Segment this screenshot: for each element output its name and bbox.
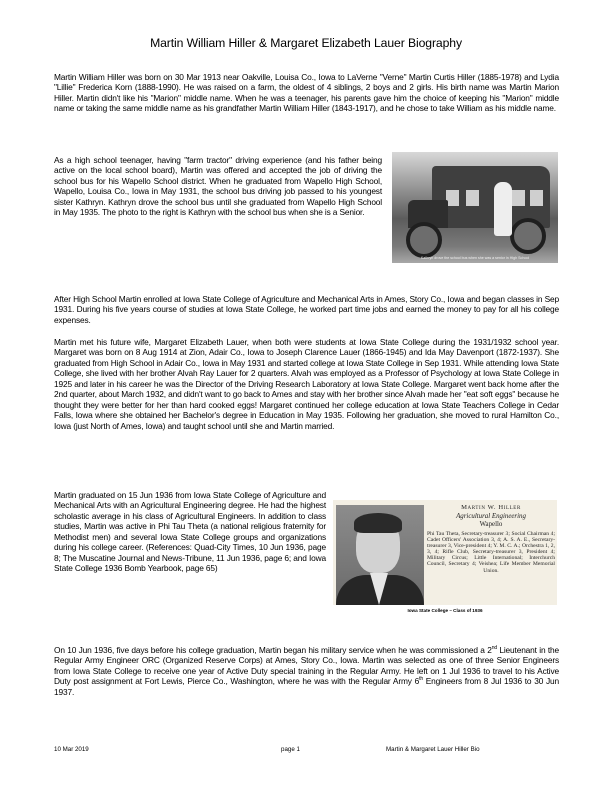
- paragraph-school-bus: As a high school teenager, having "farm tractor" driving experience (and his father being active on the local school board), Martin was offered and accepted the job of driving the school bus for his Wapello School district. When he graduated from Wapello High School, Wapello, Louisa Co., Iowa in May 1931, the school bus driving job passed to his youngest sister Kathryn. Kathryn drove the school bus until she graduated from Wapello High School in May 1935. The photo to the right is Kathryn with the school bus when she is a Senior.: [54, 155, 382, 218]
- footer-document-title: Martin & Margaret Lauer Hiller Bio: [386, 746, 480, 753]
- yearbook-activities: Phi Tau Theta, Secretary-treasurer 3; Social Chairman 4; Cadet Officers' Association 3, 4; A. S. A. E., Secretary-treasurer 3, Vice-president 4; Y. M. C. A.; Orchestra 1, 2, 3, 4; Rifle Club, Secretary-treasurer 3, President 4; Military Circus; Little International; Interchurch Council, Secretary 4; Veishea; Life Member Memorial Union.: [427, 531, 555, 574]
- school-bus-photo: [392, 152, 558, 263]
- footer-date: 10 Mar 2019: [54, 746, 89, 753]
- bus-window: [512, 190, 525, 206]
- yearbook-clipping: [333, 500, 557, 605]
- yearbook-entry: [427, 504, 555, 574]
- bus-photo-caption: Kathryn drove the school bus when she was a senior in High School: [420, 256, 530, 260]
- paragraph-military: [54, 645, 559, 697]
- paragraph-college-enrollment: After High School Martin enrolled at Iowa State College of Agriculture and Mechanical Arts in Ames, Story Co., Iowa and began classes in Sep 1931. During his five years course of studies at Iowa State College, he worked part time jobs and earned the money to pay for all his college expenses.: [54, 294, 559, 325]
- bus-wheel: [510, 218, 546, 254]
- yearbook-department: Agricultural Engineering: [456, 513, 526, 520]
- page-title: Martin William Hiller & Margaret Elizabeth Lauer Biography: [150, 36, 462, 50]
- yearbook-caption: Iowa State College – Class of 1936: [407, 608, 483, 613]
- yearbook-name: Martin W. Hiller: [461, 504, 521, 511]
- bus-window: [466, 190, 479, 206]
- paragraph-early-life: Martin William Hiller was born on 30 Mar 1913 near Oakville, Louisa Co., Iowa to LaVerne "Verne" Martin Curtis Hiller (1885-1978) and Lydia "Lillie" Frederica Korn (1888-1990). He was raised on a farm, the oldest of 4 siblings, 2 boys and 2 girls. His birth name was Martin Marion Hiller. Martin didn't like his "Marion" middle name. When he was a teenager, his parents gave him the choice of keeping his "Marion" middle name or taking the same middle name as his grandfather Martin William Hiller (1843-1917), and he chose to take William as his middle name.: [54, 72, 559, 114]
- yearbook-hometown: Wapello: [479, 521, 503, 528]
- paragraph-graduation: Martin graduated on 15 Jun 1936 from Iowa State College of Agriculture and Mechanical Arts with an Agricultural Engineering degree. He had the highest scholastic average in his class of Agricultural Engineers. In addition to class studies, Martin was active in Phi Tau Theta (a national religious fraternity for Methodist men) and several Iowa State College groups and organizations during his college career. (References: Quad-City Times, 10 Jun 1936, page 8; The Muscatine Journal and News-Tribune, 11 Jun 1936, page 6; and Iowa State College 1936 Bomb Yearbook, page 65): [54, 490, 326, 574]
- ordinal-suffix: th: [419, 676, 423, 683]
- bus-wheel: [406, 222, 442, 258]
- yearbook-portrait-photo: [336, 505, 424, 605]
- person-figure: [494, 182, 512, 236]
- paragraph-margaret: Martin met his future wife, Margaret Elizabeth Lauer, when both were students at Iowa State College during the 1931/1932 school year. Margaret was born on 8 Aug 1914 at Zion, Adair Co., Iowa to Joseph Clarence Lauer (1866-1945) and Ida May Davenport (1872-1937). She graduated from High School in Adair Co., Iowa in May 1931 and started college at Iowa State College in Sep 1931. While attending Iowa State College, she lived with her brother Alvah Ray Lauer for 2 quarters. Alvah was employed as a Professor of Psychology at Iowa State College in 1925 and later in his career he was the Director of the Driving Research Laboratory at Iowa State College. Margaret went back home after the 2nd quarter, about March 1932, and didn't want to go back to Ames and stay with her brother since Alvah made her "eat soft eggs" because he thought they were better for her than hard cooked eggs! Margaret continued her college education at Iowa State Teachers College in Cedar Falls, Iowa where she obtained her Bachelor's degree in Education in May 1935. Following her graduation, she moved to rural Hamilton Co., Iowa (just North of Ames, Iowa) and taught school until she and Martin married.: [54, 337, 559, 431]
- military-text-part-2: Lieutenant in the Regular Army Engineer ORC (Organized Reserve Corps) at Ames, Story Co., Iowa. Martin was selected as one of three Senior Engineers from Iowa State College to receive one year of Active Duty special training in the Regular Army. He left on 1 Jul 1936 to travel to his Active Duty post assignment at Fort Lewis, Pierce Co., Washington, where he was with the Regular Army 6: [54, 645, 559, 687]
- military-text-part-1: On 10 Jun 1936, five days before his college graduation, Martin began his military service when he was commissioned a 2: [54, 645, 492, 655]
- military-text-part-3: Engineers from 8 Jul 1936 to 30 Jun 1937.: [54, 676, 560, 697]
- footer-page-number: page 1: [281, 746, 300, 753]
- ordinal-suffix: nd: [491, 645, 497, 652]
- portrait-hair: [354, 513, 402, 533]
- bus-window: [530, 190, 543, 206]
